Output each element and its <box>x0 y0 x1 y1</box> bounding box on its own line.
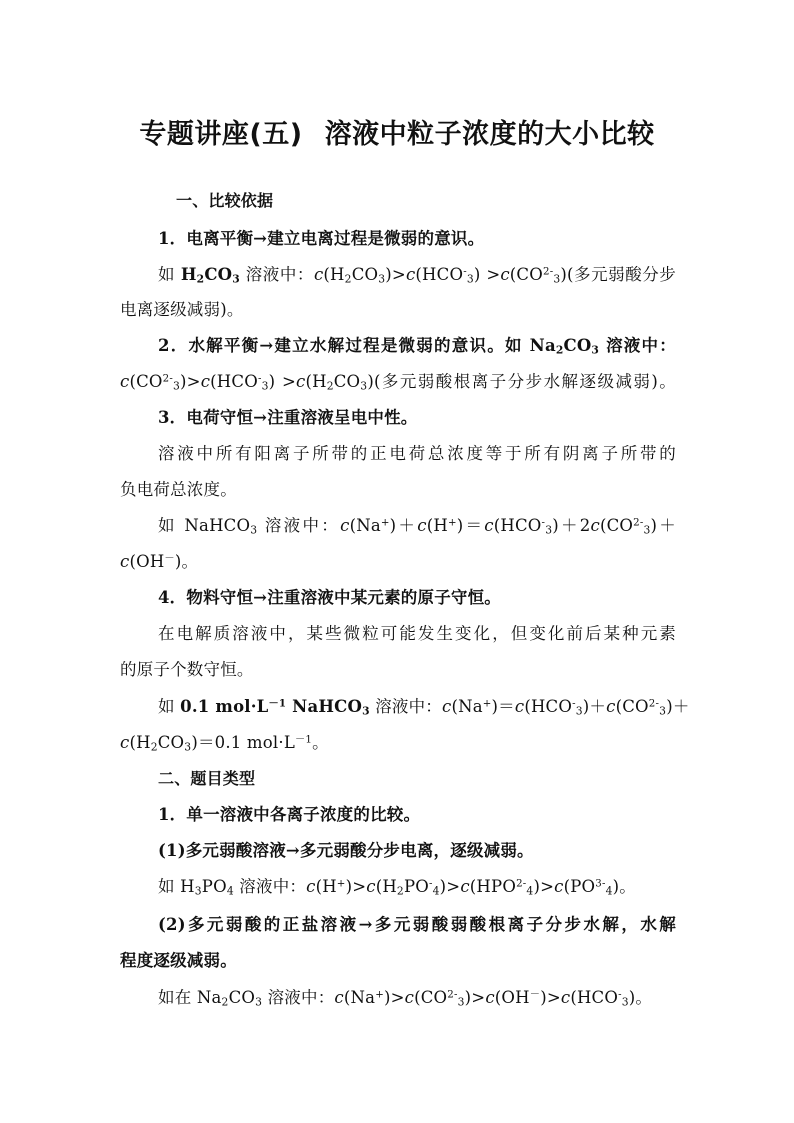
s2-item1-label: 1．单一溶液中各离子浓度的比较。 <box>158 805 421 824</box>
item3-example: 如 NaHCO$_3$ 溶液中：$c(Na^+)+c(H^+)=c(HCO^-_3)+2c(CO^{2-}_3)+$ <box>158 516 677 537</box>
item2-example: $c(CO^{2-}_3)>c(HCO^-_3) >c(H_2CO_3)$(多元弱酸根离子分步水解逐级减弱)。 <box>120 372 676 393</box>
item4-label: 4．物料守恒→注重溶液中某元素的原子守恒。 <box>158 588 502 607</box>
item4-example-cont: $c(H_2CO_3)=0.1$ $mol\cdot L^{-1}$。 <box>120 733 329 754</box>
section1-heading: 一、比较依据 <box>176 191 274 210</box>
item3-example-cont: c(OH－)。 <box>120 552 199 571</box>
item1-example-cont: 电离逐级减弱)。 <box>120 300 244 319</box>
item4-desc-line1: 在电解质溶液中，某些微粒可能发生变化，但变化前后某种元素 <box>158 624 676 643</box>
s2-item1-sub2-line1: (2)多元弱酸的正盐溶液→多元弱酸弱酸根离子分步水解，水解 <box>158 915 676 934</box>
title-part2: 溶液中粒子浓度的大小比较 <box>324 119 655 150</box>
title-part1: 专题讲座(五) <box>139 119 303 150</box>
s2-item1-sub1: (1)多元弱酸溶液→多元弱酸分步电离，逐级减弱。 <box>158 841 534 860</box>
page-title <box>0 112 794 151</box>
item1-label: 1．电离平衡→建立电离过程是微弱的意识。 <box>158 229 485 248</box>
item4-example: 如 0.1 $mol\cdot L^{-1}$ NaHCO$_3$ 溶液中：$c(Na^+)=c(HCO^-_3)+c(CO^{2-}_3)+$ <box>158 697 690 718</box>
item1-example: 如 $H_2CO_3$ 溶液中：$c(H_2CO_3)>c(HCO^-_3) >c(CO^{2-}_3)$(多元弱酸分步 <box>158 265 677 286</box>
section2-heading: 二、题目类型 <box>158 769 256 788</box>
item3-desc-line2: 负电荷总浓度。 <box>120 480 237 499</box>
s2-item1-sub2-line2: 程度逐级减弱。 <box>120 951 237 970</box>
s2-item1-sub1-example: 如 $H_3PO_4$ 溶液中：$c(H^+)>c(H_2PO^-_4)>c(HPO^{2-}_4)>c(PO^{3-}_4)$。 <box>158 877 636 898</box>
item3-label: 3．电荷守恒→注重溶液呈电中性。 <box>158 408 418 427</box>
item4-desc-line2: 的原子个数守恒。 <box>120 660 254 679</box>
item3-desc-line1: 溶液中所有阳离子所带的正电荷总浓度等于所有阴离子所带的 <box>158 444 676 463</box>
item2-label: 2．水解平衡→建立水解过程是微弱的意识。如 $Na_2CO_3$ 溶液中： <box>158 336 676 357</box>
s2-item1-sub2-example: 如在 $Na_2CO_3$ 溶液中：$c(Na^+)>c(CO^{2-}_3)>c(OH^-)>c(HCO^-_3)$。 <box>158 988 653 1009</box>
